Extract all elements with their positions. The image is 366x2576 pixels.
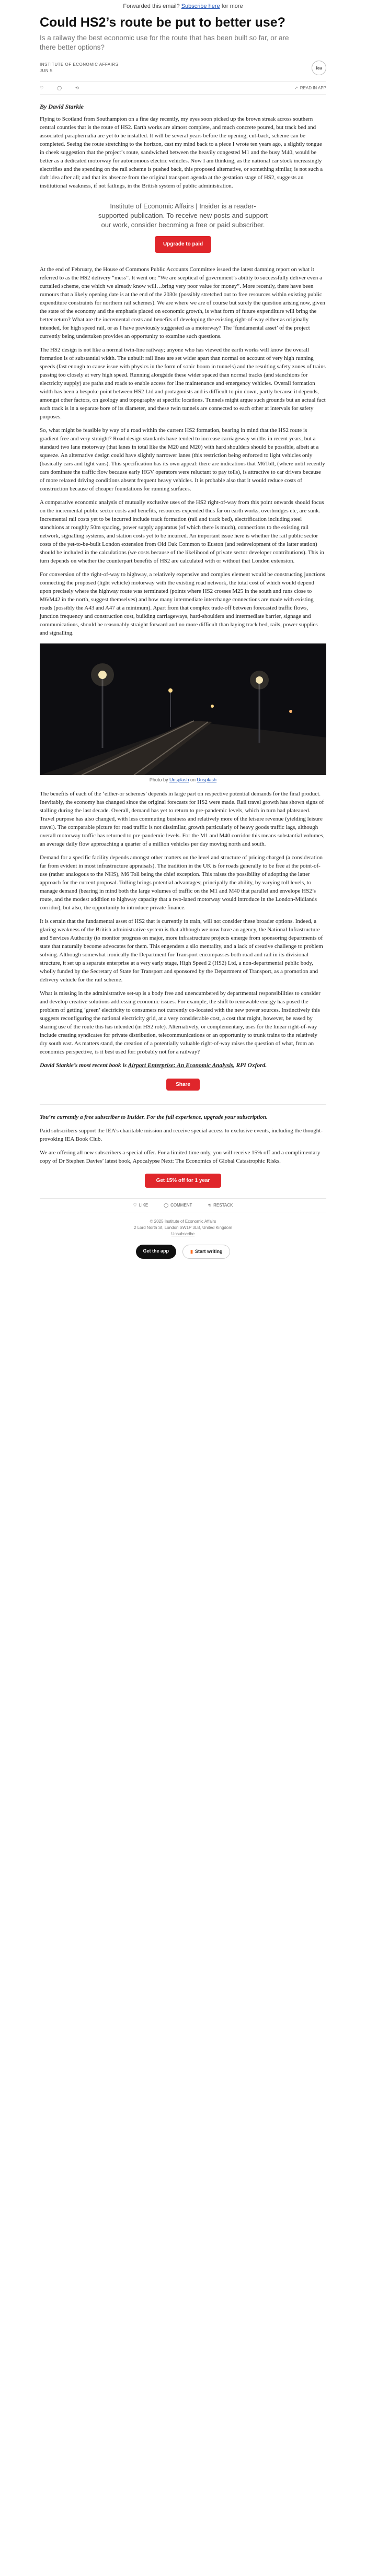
- paragraph: For conversion of the right-of-way to highway, a relatively expensive and complex element would be constructing junctions connecting the proposed (light vehicle) motorway with the existing road network, the total cost of which would depend upon precisely where the highway route was terminated (points where HS2 crosses M25 in the south and runs close to M6/M42 in the north, suggest themselves) and how many intermediate interchange connections are made with existing roads (possibly the A43 and A47 at a minimum). Apart from that complex trade-off between forecasted traffic flows, junction frequency and construction cost, building carriageways, hard-shoulders and intermediate barrier, signage and communications, should be reasonably straight forward and no more difficult than laying track bed, rails, power supplies and signalling.: [40, 571, 325, 636]
- heart-icon: ♡: [133, 1203, 137, 1208]
- byline: By David Starkie: [40, 103, 84, 110]
- get-app-button[interactable]: Get the app: [136, 1245, 177, 1259]
- footer-like[interactable]: [133, 1203, 148, 1208]
- footer-actions: [40, 1198, 326, 1212]
- caption-on: on: [190, 777, 196, 782]
- subscribe-text: Institute of Economic Affairs | Insider is a reader-supported publication. To receive new posts and support our work, consider becoming a free or paid subscriber.: [98, 202, 268, 229]
- footer-comment-label: COMMENT: [170, 1203, 192, 1208]
- post-date: JUN 5: [40, 68, 53, 73]
- publication-logo[interactable]: iea: [312, 61, 326, 75]
- photo-source-link[interactable]: Unsplash: [197, 777, 217, 782]
- paragraph: What is missing in the administrative set-up is a body free and unencumbered by departmental responsibilities to consider and develop creative solutions addressing economic issues. For example, the shift to renewable energy has posed the problem of getting ‘green’ electricity to consumers not currently co-located with the new power sources. Instinctively this suggests reconfiguring the national electricity grid, at a very considerable cost, a cost that might, however, be eased by sharing use of the route this has intended (in HS2 role). Alternatively, or complementary, uses for the linear right-of-way include creating syndicates for private distribution, telecommunications or an opportunity to trunk trains to the relatively dry south east. As matters stand, the creation of a potentially valuable right-of-way raises the question of what, from an economics perspective, is it best used for: probably not for a railway?: [40, 990, 321, 1055]
- substack-icon: ▮: [190, 1249, 193, 1254]
- night-railway-image: [40, 643, 326, 775]
- article-photo[interactable]: [40, 643, 326, 775]
- paragraph: A comparative economic analysis of mutually exclusive uses of the HS2 right-of-way from this point onwards should focus on the incremental public sector costs and benefits, resources expended thus far on earth works, overbridges etc, are sunk. Incremental rail costs yet to be incurred include track formation (rail and track bed), electrification including steel stanchions at roughly 50m spacing, power supply apparatus (of which there is much), connections to the existing rail network, signalling systems, and station costs yet to be incurred. An important issue here is whether the rail public sector costs of the yet-to-be-built London extension from Old Oak Common to Euston (and redevelopment of the latter station) should be included in the calculations (we costs because of the likelihood of private sector developer contributions). This in turn depends on whether the counterpart benefits of HS2 are calculated with or without that London extension.: [40, 499, 324, 564]
- paragraph: Flying to Scotland from Southampton on a fine day recently, my eyes soon picked up the brown streak across southern central counties that is the route of HS2. Earth works are almost complete, and much concrete poured, but track bed and associated paraphernalia are yet to be installed. It will be several years before the opening, cut-back, scheme can be completed. Seeing the route stretching to the horizon, cast my mind back to a piece I wrote ten years ago, a slightly tongue in cheek suggestion that the project’s route, sandwiched between the heavily congested M1 and the busy M40, would be better as a dedicated motorway for autonomous electric vehicles. Now I am thinking, as the national car stock increasingly electrifies and the spending on the rail scheme is pushed back, this proposed alternative, or something similar, is not such a daft idea after all; and that its absence from the original transport agenda at the gestation stage of HS2, suggests an institutional weakness, if not failings, in the British system of public administration.: [40, 116, 323, 189]
- bio-suffix: , RPI Oxford.: [233, 1062, 267, 1069]
- bio-text: David Starkie’s most recent book is: [40, 1062, 127, 1069]
- email-body: [40, 15, 326, 1259]
- caption-prefix: Photo by: [149, 777, 168, 782]
- author-bio: [40, 1061, 326, 1070]
- post-title[interactable]: Could HS2’s route be put to better use?: [40, 15, 285, 30]
- forward-notice: [0, 0, 366, 13]
- paragraph: The HS2 design is not like a normal twin-line railway; anyone who has viewed the earth works will know the overall formation is of substantial width. The unbuilt rail lines are set wider apart than normal on account of very high running speeds (fast enough to cause issue with physics in the form of sonic boom in tunnels) and the resulting safety zones of trains passing too closely at very high speed. Running alongside these wider spaced than normal tracks (and stanchions for electricity supply) are paths and roads to enable access for line maintenance and emergency vehicles. Overall formation width has been a bespoke point between HS2 Ltd and protagonists and is difficult to pin down, partly because it depends, amongst other factors, on geology and topography at specific locations. Tunnels might argue such grounds but an actual fact each track is in a separate bore of its diameter, and these twin tunnels are connected to each other at intervals for safety purposes.: [40, 347, 326, 420]
- paragraph: It is certain that the fundamental asset of HS2 that is currently in train, will not consider these broader options. Indeed, a glaring weakness of the British administrative system is that although we now have an agency, the National Infrastructure and Services Authority (to monitor progress on major, more infrastructure projects emerge from sponsoring departments of state that naturally become advocates for them. This engenders a silo mentality, and a lack of creative challenge to problem solving. Although somewhat ironically the Department for Transport encompasses both road and rail in its divisional structure, it set up a separate enterprise at a very early stage, High Speed 2 (HS2) Ltd, a non-departmental public body, wholly funded by the Secretary of State for Transport and sponsored by the Department of Transport, as a promotion and delivery vehicle for the rail scheme.: [40, 918, 323, 983]
- read-in-app-link[interactable]: [294, 86, 326, 90]
- paragraph: So, what might be feasible by way of a road within the current HS2 formation, bearing in mind that the HS2 route is gradient free and very straight? Road design standards have tended to increase carriageway widths in recent years, but a standard two lane motorway (that lanes in total like the M20 and M20) with hard shoulders should be possible, albeit at a squeeze. An alternative design could have slightly narrower lanes (this restriction being enforced to light vehicles only (basically cars and light vans). This specification has its own appeal: there are indications that M6Toll, (where until recently cars dominate the traffic flow because early HGV operators were reluctant to pay tolls), is attractive to car drivers because of more relaxed driving conditions absent frequent heavy vehicles. It is probable also that it would reduce costs of construction because of cheaper foundations for running surfaces.: [40, 427, 325, 492]
- paragraph: Demand for a specific facility depends amongst other matters on the level and structure of pricing charged (a consideration far from evident in most infrastructure appraisals). The tradition in the UK is for roads generally to be free at the point-of-use (rather analogous to the NHS), M6 Toll being the chief exception. This raises the possibility of adopting the latter approach for the current proposal. Tolling brings potential advantages; principally the ability, by varying toll levels, to manage demand (bearing in mind both the large volumes of traffic on the M1 and M40 that parallel and envelope HS2’s route, and the modest addition to highway capacity that a two-laned motorway would introduce in the London-Midlands corridor), but also, the opportunity to introduce private finance.: [40, 854, 323, 911]
- comment-action[interactable]: [57, 86, 64, 90]
- upgrade-button[interactable]: Upgrade to paid: [155, 236, 211, 253]
- restack-icon: ⟲: [208, 1203, 212, 1208]
- comment-icon: ◯: [57, 86, 62, 90]
- post-actions: [40, 81, 326, 95]
- comment-icon: ◯: [164, 1203, 169, 1208]
- heart-icon: ♡: [40, 86, 44, 90]
- post-subtitle: Is a railway the best economic use for the route that has been built so far, or are there better options?: [40, 34, 289, 51]
- copyright: © 2025 Institute of Economic Affairs: [150, 1219, 216, 1224]
- footer: [40, 1219, 326, 1237]
- app-row: [40, 1245, 326, 1259]
- photo-caption: [40, 777, 326, 782]
- publication-name[interactable]: INSTITUTE OF ECONOMIC AFFAIRS: [40, 62, 119, 67]
- start-writing-button[interactable]: [182, 1245, 230, 1259]
- start-writing-label: Start writing: [195, 1249, 223, 1254]
- photo-author-link[interactable]: Unsplash: [169, 777, 189, 782]
- footer-like-label: LIKE: [139, 1203, 148, 1208]
- special-offer: We are offering all new subscribers a special offer. For a limited time only, you will receive 15% off and a complimentary copy of Dr Stephen Davies’ latest book, Apocalypse Next: The Economics of Global Catastrophic Risks.: [40, 1150, 321, 1164]
- restack-icon: ⟲: [75, 86, 79, 90]
- external-link-icon: ↗: [294, 86, 298, 90]
- footer-comment[interactable]: [164, 1203, 192, 1208]
- paid-benefits: Paid subscribers support the IEA’s charitable mission and receive special access to exclusive events, including the thought-provoking IEA Book Club.: [40, 1128, 323, 1142]
- read-in-app-label: READ IN APP: [300, 86, 326, 90]
- footer-restack-label: RESTACK: [213, 1203, 233, 1208]
- subscribe-box: [97, 202, 269, 253]
- book-link[interactable]: Airport Enterprise: An Economic Analysis: [128, 1062, 233, 1069]
- forward-notice-text: Forwarded this email?: [123, 3, 180, 9]
- post-meta: [40, 61, 326, 75]
- share-button[interactable]: Share: [166, 1079, 200, 1091]
- unsubscribe-link[interactable]: Unsubscribe: [171, 1232, 195, 1236]
- offer-row: [40, 1170, 326, 1198]
- restack-action[interactable]: [75, 86, 81, 90]
- forward-notice-suffix: for more: [221, 3, 243, 9]
- publication-info: [40, 62, 119, 74]
- upgrade-note: You’re currently a free subscriber to Insider. For the full experience, upgrade your subscription.: [40, 1114, 268, 1120]
- get-discount-button[interactable]: Get 15% off for 1 year: [145, 1174, 222, 1188]
- paragraph: At the end of February, the House of Commons Public Accounts Committee issued the latest damning report on what it referred to as the HS2 delivery “mess”. It went on: “We are sceptical of government’s ability to successfully deliver even a curtailed scheme, one which we already know will…bring very poor value for money”. More recently, there have been rumours that a likely opening date is at the end of the 2030s (possibly stretched out to free resources within existing public expenditure constraints for northern rail schemes). We are where we are of course but surely the question arising now, given the state of the economy and the emphasis placed on economic growth, is what form of future expenditure will bring the better return? What are the incremental costs and benefits of developing the existing right-of-way either as originally intended, for high speed rail, or as I have previously suggested as a motorway? The ‘fundamental asset’ of the project currently being undertaken provides an opportunity to examine such questions.: [40, 266, 325, 339]
- footer-restack[interactable]: [208, 1203, 233, 1208]
- subscribe-link[interactable]: Subscribe here: [181, 3, 220, 9]
- divider: [40, 1104, 326, 1105]
- share-row: [40, 1070, 326, 1099]
- address: 2 Lord North St, London SW1P 3LB, United Kingdom: [134, 1225, 232, 1230]
- paragraph: The benefits of each of the ‘either-or schemes’ depends in large part on respective potential demands for the final product. Inevitably, the economy has changed since the original forecasts for HS2 were made. Rail travel growth has shown signs of stalling during the last decade. Overall, demand has yet to return to pre-pandemic levels, which in turn had plateaued. Travel purpose has also changed, with less commuting business and relatively more of the leisure revenue (yielding leisure travel). The comparable picture for road traffic is not dissimilar, growth particularly of heavy goods traffic lags, although overall motorway traffic has returned to pre-pandemic levels. For the M1 and M40 corridor this means substantial volumes, an average daily flow approaching a quarter of a million vehicles per day moving north and south.: [40, 791, 325, 847]
- like-action[interactable]: [40, 86, 45, 90]
